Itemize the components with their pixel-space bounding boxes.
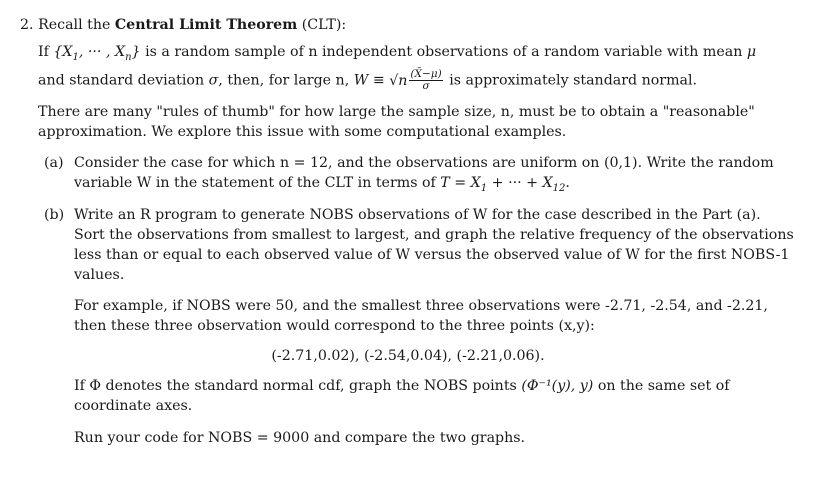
clt-text-2: and standard deviation (38, 72, 205, 89)
part-b-line-1: Write an R program to generate NOBS observations of W for the case described in the Part (a). (74, 207, 761, 223)
problem-heading (20, 15, 346, 35)
phi-text-2: on the same set of (597, 378, 730, 394)
phi-text-if: If (74, 378, 85, 394)
phi-line-1 (74, 376, 730, 396)
text-if: If (38, 44, 49, 60)
clt-text-4: is approximately standard normal. (449, 72, 698, 89)
heading-intro: Recall the (38, 17, 111, 33)
t-sum-expression: $T = X_1$ + ··· + $X_{12}$ (440, 175, 566, 194)
part-a-line-2 (74, 173, 570, 193)
part-b-label: (b) (44, 207, 65, 223)
part-a-text: variable W in the statement of the CLT in terms of (74, 175, 436, 191)
mu-symbol: μ (746, 44, 757, 60)
w-formula (389, 68, 444, 92)
clt-text-3: , then, for large n, (218, 72, 350, 89)
phi-inverse-point: (Φ⁻¹(y), y) (521, 378, 594, 394)
w-definition: W ≡ (353, 72, 385, 89)
part-b-line-2: Sort the observations from smallest to largest, and graph the relative frequency of the observations (74, 227, 794, 243)
set-close: } (131, 44, 141, 60)
part-b-line-4: values. (74, 267, 125, 283)
part-b-line-3: less than or equal to each observed value of W versus the observed value of W for the first NOBS-1 (74, 247, 790, 263)
phi-line-2: coordinate axes. (74, 398, 193, 414)
clt-statement-line-2 (38, 69, 697, 92)
rules-of-thumb-line-1: There are many "rules of thumb" for how large the sample size, n, must be to obtain a "reasonable" (38, 104, 755, 120)
set-open: {X (53, 44, 73, 60)
clt-text-1: is a random sample of n independent observations of a random variable with mean (145, 44, 743, 60)
sqrt-n: √n (389, 72, 408, 89)
part-a-label: (a) (44, 155, 64, 171)
t-sub-end: 12 (552, 182, 566, 194)
sample-set: {$X_1$, ··· , $X_n$} (53, 44, 141, 63)
phi-symbol: Φ (89, 378, 102, 394)
fraction-numerator: (X̄−μ) (410, 68, 442, 80)
clt-statement-line-1 (38, 42, 756, 62)
theorem-name: Central Limit Theorem (114, 17, 298, 33)
t-expr-start: T = X (440, 175, 481, 191)
run-instruction: Run your code for NOBS = 9000 and compare the two graphs. (74, 430, 526, 446)
problem-number: 2. (20, 17, 34, 33)
fraction-denominator: σ (422, 80, 430, 92)
example-line-2: then these three observation would correspond to the three points (x,y): (74, 318, 595, 334)
period: . (565, 175, 570, 191)
fraction (409, 69, 442, 92)
set-mid: , ··· , X (78, 44, 126, 60)
theorem-abbrev: (CLT): (301, 17, 347, 33)
example-line-1: For example, if NOBS were 50, and the smallest three observations were -2.71, -2.54, and -2.21, (74, 298, 768, 314)
phi-text-1: denotes the standard normal cdf, graph the NOBS points (105, 378, 517, 394)
sigma-symbol: σ (208, 72, 219, 89)
example-points: (-2.71,0.02), (-2.54,0.04), (-2.21,0.06). (271, 348, 545, 364)
t-expr-mid: + ··· + X (487, 175, 553, 191)
part-a-line-1: Consider the case for which n = 12, and the observations are uniform on (0,1). Write the random (74, 155, 774, 171)
rules-of-thumb-line-2: approximation. We explore this issue with some computational examples. (38, 124, 567, 140)
